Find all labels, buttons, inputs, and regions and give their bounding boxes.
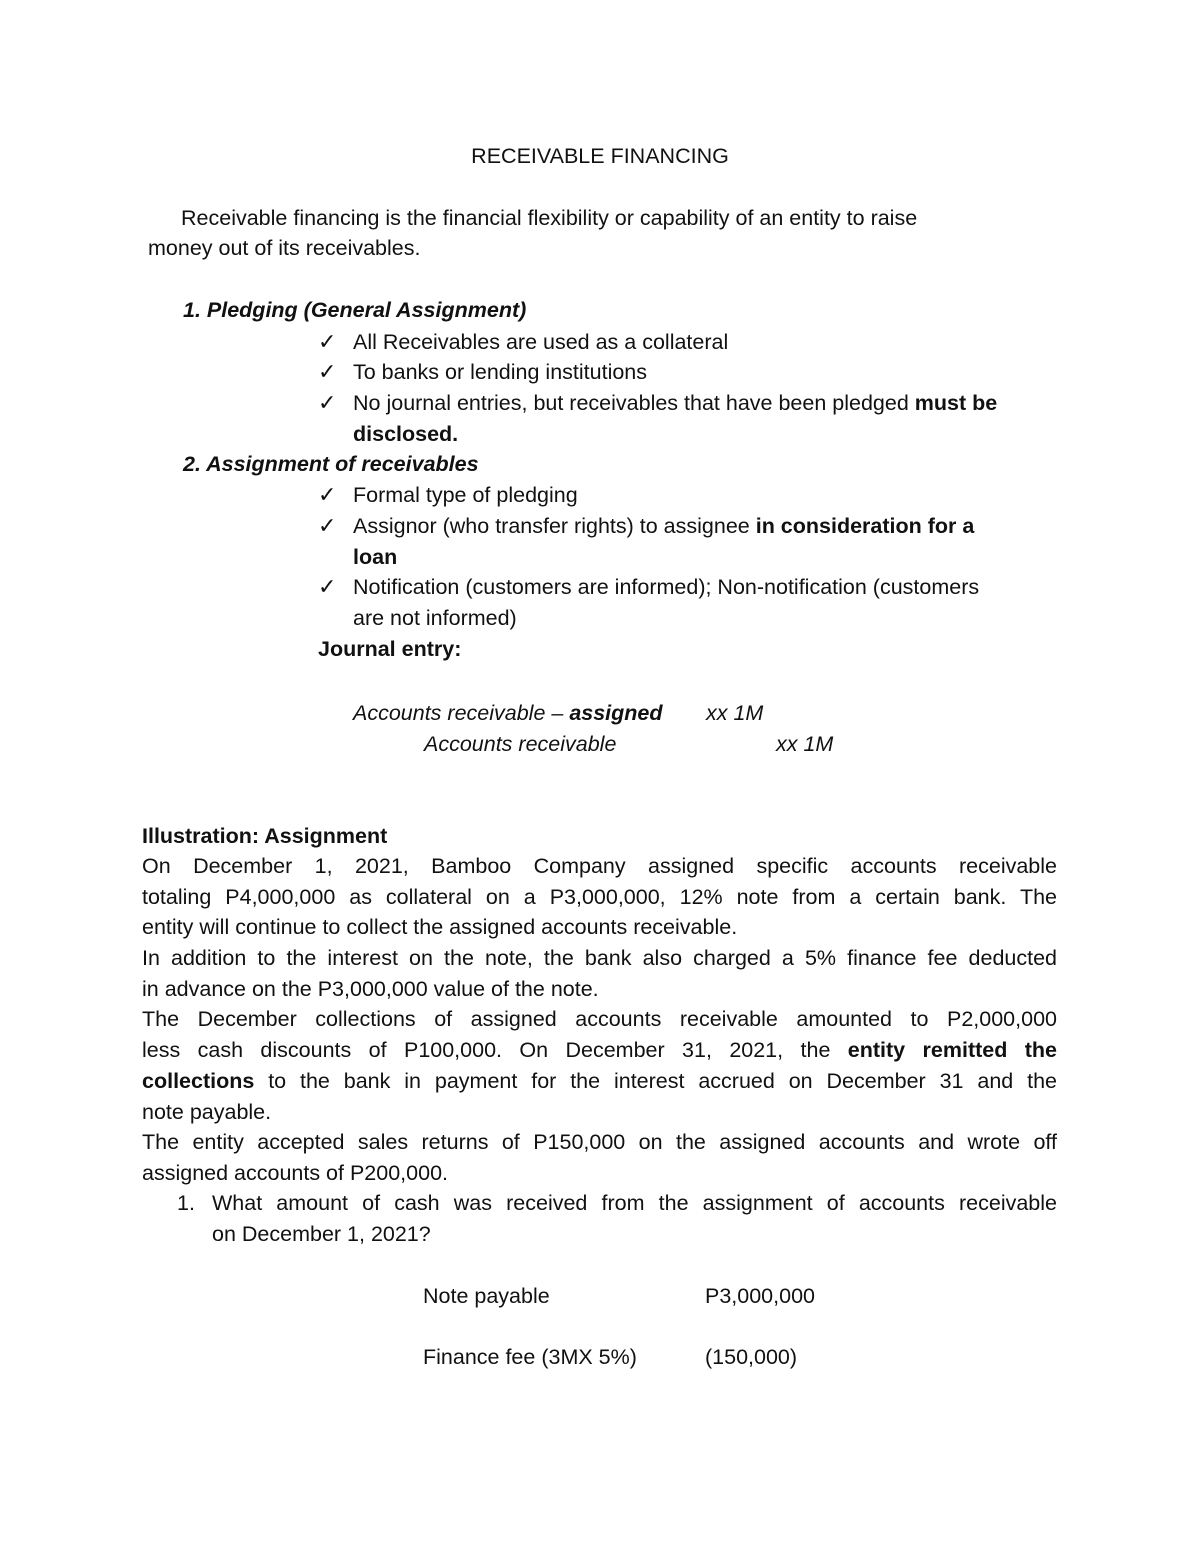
journal-debit-amount: xx 1M	[706, 701, 764, 725]
intro-line-1: Receivable financing is the financial flexibility or capability of an entity to raise	[181, 206, 918, 230]
assignment-bullet-1: Formal type of pledging	[353, 483, 578, 507]
journal-credit-account: Accounts receivable	[424, 732, 617, 756]
checkmark-icon: ✓	[318, 482, 337, 507]
paragraph-line: assigned accounts of P200,000.	[142, 1160, 448, 1185]
question-line: on December 1, 2021?	[212, 1221, 431, 1246]
paragraph-line: The entity accepted sales returns of P150,000 on the assigned accounts and wrote off	[142, 1130, 1057, 1155]
paragraph-line	[142, 1066, 1057, 1097]
journal-debit-account	[353, 698, 663, 728]
paragraph-text: less cash discounts of P100,000. On December 31, 2021, the	[142, 1038, 848, 1063]
paragraph-line: totaling P4,000,000 as collateral on a P3,000,000, 12% note from a certain bank. The	[142, 884, 1057, 909]
computation-label: Finance fee (3MX 5%)	[423, 1345, 637, 1369]
journal-debit-text: Accounts receivable –	[353, 701, 570, 725]
checkmark-icon: ✓	[318, 390, 337, 415]
pledging-bullet-3	[353, 388, 997, 418]
checkmark-icon: ✓	[318, 359, 337, 384]
paragraph-emphasis: entity remitted the	[847, 1038, 1057, 1063]
question-line: What amount of cash was received from the assignment of accounts receivable	[212, 1191, 1057, 1215]
paragraph-line: in advance on the P3,000,000 value of the note.	[142, 976, 599, 1001]
pledging-bullet-1: All Receivables are used as a collateral	[353, 330, 729, 354]
page-title: RECEIVABLE FINANCING	[471, 144, 729, 168]
checkmark-icon: ✓	[318, 574, 337, 599]
question-number: 1.	[177, 1191, 195, 1215]
assignment-bullet-3-continuation: are not informed)	[353, 606, 517, 630]
paragraph-emphasis: collections	[142, 1068, 255, 1093]
intro-line-2: money out of its receivables.	[148, 236, 421, 260]
pledging-bullet-3-emphasis: must be	[914, 391, 998, 415]
paragraph-text: to the bank in payment for the interest accrued on December 31 and the	[254, 1068, 1057, 1093]
question-text	[212, 1188, 1057, 1249]
paragraph-line: entity will continue to collect the assigned accounts receivable.	[142, 915, 738, 940]
illustration-heading: Illustration: Assignment	[142, 824, 388, 848]
checkmark-icon: ✓	[318, 513, 337, 538]
section-2-heading: 2. Assignment of receivables	[183, 452, 479, 476]
journal-credit-amount: xx 1M	[776, 732, 834, 756]
pledging-bullet-3-text: No journal entries, but receivables that have been pledged	[353, 391, 915, 415]
journal-entry-label: Journal entry:	[318, 637, 462, 661]
paragraph-line: note payable.	[142, 1099, 272, 1124]
computation-label: Note payable	[423, 1284, 550, 1308]
computation-amount: (150,000)	[705, 1345, 798, 1369]
illustration-body	[142, 851, 1057, 1189]
paragraph-line: The December collections of assigned accounts receivable amounted to P2,000,000	[142, 1007, 1057, 1032]
assignment-bullet-2-text: Assignor (who transfer rights) to assignee	[353, 514, 756, 538]
pledging-bullet-3-continuation: disclosed.	[353, 422, 459, 446]
assignment-bullet-3: Notification (customers are informed); Non-notification (customers	[353, 575, 980, 599]
checkmark-icon: ✓	[318, 329, 337, 354]
pledging-bullet-2: To banks or lending institutions	[353, 360, 648, 384]
assignment-bullet-2	[353, 511, 974, 541]
paragraph-line: On December 1, 2021, Bamboo Company assigned specific accounts receivable	[142, 854, 1057, 878]
journal-debit-emphasis: assigned	[569, 701, 663, 725]
paragraph-line: In addition to the interest on the note, the bank also charged a 5% finance fee deducted	[142, 946, 1057, 971]
paragraph-line	[142, 1035, 1057, 1066]
assignment-bullet-2-continuation: loan	[353, 545, 398, 569]
computation-amount: P3,000,000	[705, 1284, 815, 1308]
section-1-heading: 1. Pledging (General Assignment)	[183, 298, 527, 322]
assignment-bullet-2-emphasis: in consideration for a	[755, 514, 975, 538]
